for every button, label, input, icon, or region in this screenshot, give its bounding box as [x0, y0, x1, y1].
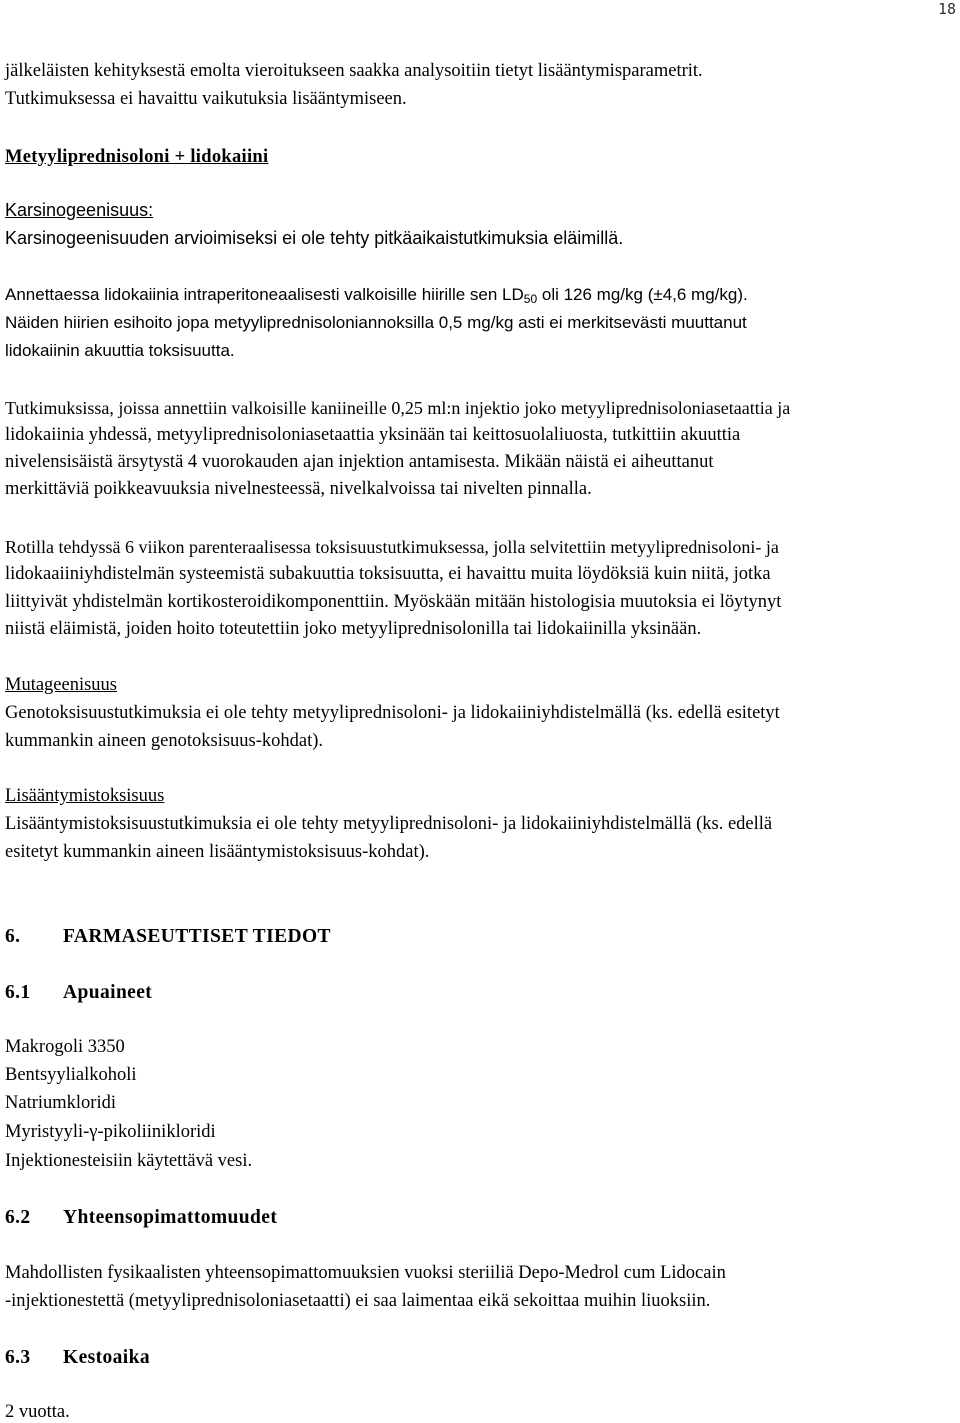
rat-line-4: niistä eläimistä, joiden hoito toteutettiin joko metyyliprednisolonilla tai lidokaiinilla yksinään. [5, 619, 702, 639]
section-6-3-title: Kestoaika [63, 1347, 151, 1368]
incompatibility-line-2: -injektionestettä (metyyliprednisoloniasetaatti) ei saa laimentaa eikä sekoittaa muihin liuoksiin. [5, 1291, 711, 1311]
excipient-item: Natriumkloridi [5, 1093, 116, 1113]
ld50-line-2: Näiden hiirien esihoito jopa metyyliprednisoloniannoksilla 0,5 mg/kg asti ei merkitsevästi muuttanut [5, 313, 747, 332]
section-6-1-title: Apuaineet [63, 982, 153, 1003]
page-number: 18 [937, 0, 956, 18]
section-6-title: FARMASEUTTISET TIEDOT [63, 926, 331, 947]
rabbit-line-1: Tutkimuksissa, joissa annettiin valkoisille kaniineille 0,25 ml:n injektio joko metyyliprednisoloniasetaattia ja [5, 398, 791, 418]
excipient-item: Myristyyli-γ-pikoliinikloridi [5, 1122, 216, 1142]
carcinogenicity-heading: Karsinogeenisuus: [5, 200, 154, 220]
reproduction-line-1: Lisääntymistoksisuustutkimuksia ei ole tehty metyyliprednisoloni- ja lidokaiiniyhdistelmällä (ks. edellä [5, 814, 773, 834]
section-6-1-number: 6.1 [5, 982, 31, 1003]
ld50-text-post: oli 126 mg/kg (±4,6 mg/kg). [537, 285, 748, 304]
ld50-subscript: 50 [523, 292, 538, 306]
ld50-line-1 [5, 284, 748, 306]
combo-heading: Metyyliprednisoloni + lidokaiini [5, 147, 269, 167]
mutagenicity-line-2: kummankin aineen genotoksisuus-kohdat). [5, 731, 324, 751]
reproduction-line-2: esitetyt kummankin aineen lisääntymistoksisuus-kohdat). [5, 842, 430, 862]
section-6-2-title: Yhteensopimattomuudet [63, 1207, 278, 1228]
carcinogenicity-text: Karsinogeenisuuden arvioimiseksi ei ole tehty pitkäaikaistutkimuksia eläimillä. [5, 228, 624, 248]
section-6-number: 6. [5, 926, 21, 947]
section-6-3-number: 6.3 [5, 1347, 31, 1368]
rabbit-line-4: merkittäviä poikkeavuuksia nivelnesteessä, nivelkalvoissa tai nivelten pinnalla. [5, 479, 592, 499]
intro-line-1: jälkeläisten kehityksestä emolta vieroitukseen saakka analysoitiin tietyt lisääntymisparametrit. [5, 61, 703, 81]
rabbit-line-3: nivelensisäistä ärsytystä 4 vuorokauden ajan injektion antamisesta. Mikään näistä ei aiheuttanut [5, 452, 714, 472]
ld50-line-3: lidokaiinin akuuttia toksisuutta. [5, 341, 235, 360]
excipient-item: Bentsyylialkoholi [5, 1065, 137, 1085]
ld50-text-pre: Annettaessa lidokaiinia intraperitoneaalisesti valkoisille hiirille sen LD [5, 285, 524, 304]
intro-line-2: Tutkimuksessa ei havaittu vaikutuksia lisääntymiseen. [5, 89, 407, 109]
incompatibility-line-1: Mahdollisten fysikaalisten yhteensopimattomuuksien vuoksi steriiliä Depo-Medrol cum Lidocain [5, 1263, 726, 1283]
section-6-2-number: 6.2 [5, 1207, 31, 1228]
rat-line-2: lidokaaiiniyhdistelmän systeemistä subakuuttia toksisuutta, ei havaittu muita löydöksiä kuin niitä, jotka [5, 564, 771, 584]
rat-line-3: liittyivät yhdistelmän kortikosteroidikomponenttiin. Myöskään mitään histologisia muutoksia ei löytynyt [5, 592, 782, 612]
rabbit-line-2: lidokaiinia yhdessä, metyyliprednisoloniasetaattia yksinään tai keittosuolaliuosta, tutkittiin akuuttia [5, 425, 741, 445]
shelf-life-text: 2 vuotta. [5, 1402, 70, 1422]
excipient-item: Injektionesteisiin käytettävä vesi. [5, 1151, 253, 1171]
reproduction-heading: Lisääntymistoksisuus [5, 786, 165, 806]
mutagenicity-heading: Mutageenisuus [5, 675, 118, 695]
excipient-item: Makrogoli 3350 [5, 1037, 125, 1057]
mutagenicity-line-1: Genotoksisuustutkimuksia ei ole tehty metyyliprednisoloni- ja lidokaiiniyhdistelmällä (ks. edellä esitetyt [5, 703, 780, 723]
rat-line-1: Rotilla tehdyssä 6 viikon parenteraalisessa toksisuustutkimuksessa, jolla selvitettiin metyyliprednisoloni- ja [5, 537, 779, 557]
